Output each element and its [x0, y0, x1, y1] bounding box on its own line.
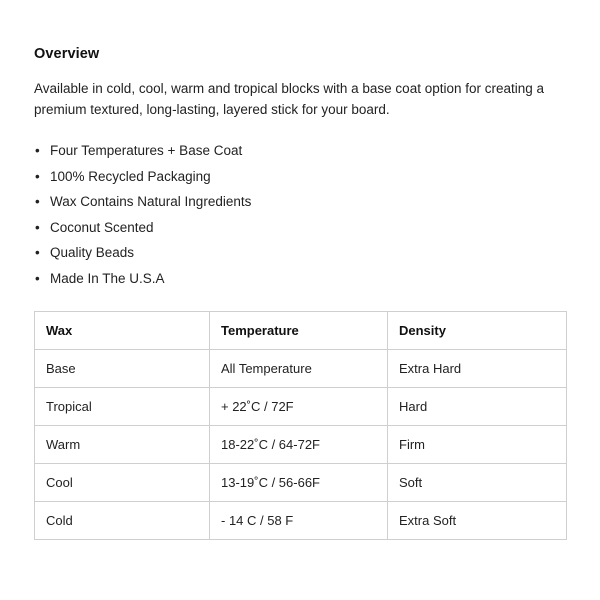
- feature-list: [34, 138, 566, 291]
- list-item-label: 100% Recycled Packaging: [50, 168, 211, 184]
- table-row: [35, 502, 567, 540]
- table-row: [35, 464, 567, 502]
- bullet-icon: •: [35, 143, 40, 158]
- cell-density: Firm: [388, 426, 567, 464]
- column-header-density: Density: [388, 312, 567, 350]
- column-header-wax: Wax: [35, 312, 210, 350]
- list-item: [34, 164, 566, 190]
- list-item: [34, 240, 566, 266]
- wax-specification-table: [34, 311, 567, 540]
- list-item: [34, 215, 566, 241]
- cell-temperature: All Temperature: [210, 350, 388, 388]
- list-item-label: Wax Contains Natural Ingredients: [50, 194, 252, 209]
- cell-temperature: 13-19˚C / 56-66F: [210, 464, 388, 502]
- cell-density: Extra Soft: [388, 502, 567, 540]
- bullet-icon: •: [35, 219, 40, 235]
- list-item-label: Quality Beads: [50, 245, 135, 260]
- list-item: [34, 266, 566, 292]
- table-row: [35, 350, 567, 388]
- table-row: [35, 388, 567, 426]
- cell-wax: Cold: [35, 502, 210, 540]
- list-item-label: Coconut Scented: [50, 219, 154, 235]
- page-title: Overview: [34, 46, 100, 62]
- list-item-label: Four Temperatures + Base Coat: [50, 143, 243, 158]
- cell-temperature: 18-22˚C / 64-72F: [210, 426, 388, 464]
- cell-density: Hard: [388, 388, 567, 426]
- cell-temperature: - 14 C / 58 F: [210, 502, 388, 540]
- cell-density: Soft: [388, 464, 567, 502]
- cell-wax: Warm: [35, 426, 210, 464]
- bullet-icon: •: [35, 245, 40, 260]
- list-item-label: Made In The U.S.A: [50, 270, 165, 286]
- cell-density: Extra Hard: [388, 350, 567, 388]
- intro-paragraph: Available in cold, cool, warm and tropical blocks with a base coat option for creating a premium textured, long-lasting, layered stick for your board.: [34, 81, 545, 117]
- bullet-icon: •: [35, 270, 40, 286]
- bullet-icon: •: [35, 194, 40, 209]
- table-row: [35, 426, 567, 464]
- cell-temperature: + 22˚C / 72F: [210, 388, 388, 426]
- cell-wax: Tropical: [35, 388, 210, 426]
- list-item: [34, 138, 566, 164]
- column-header-temperature: Temperature: [210, 312, 388, 350]
- bullet-icon: •: [35, 168, 40, 184]
- cell-wax: Base: [35, 350, 210, 388]
- table-header-row: [35, 312, 567, 350]
- list-item: [34, 189, 566, 215]
- cell-wax: Cool: [35, 464, 210, 502]
